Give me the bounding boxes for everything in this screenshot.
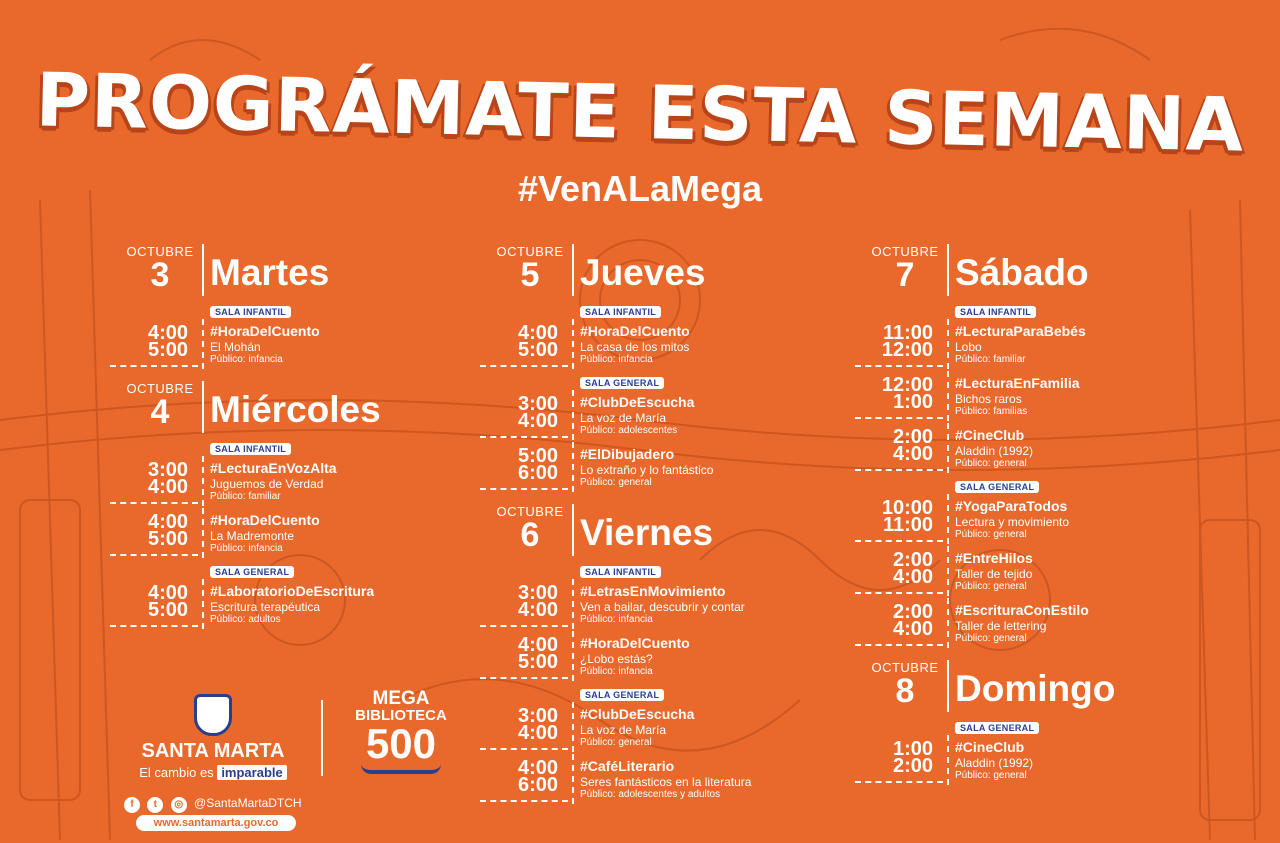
day-divider [202, 244, 204, 296]
event-times [480, 442, 568, 490]
event-audience: Público: familias [955, 406, 1028, 417]
event-audience: Público: infancia [580, 354, 653, 365]
event-divider [572, 319, 574, 369]
footer-divider [321, 700, 323, 776]
event-title: #CineClub [955, 739, 1025, 755]
event-title: #LecturaEnFamilia [955, 375, 1080, 391]
day-month: OCTUBRE [496, 244, 564, 259]
day-name: Domingo [955, 668, 1116, 709]
event-audience: Público: general [955, 581, 1027, 592]
day-number: 6 [520, 516, 540, 554]
event-start-time: 4:00 [517, 322, 558, 344]
sala-row [110, 437, 490, 456]
day-name: Miércoles [210, 389, 381, 430]
event-start-time: 1:00 [892, 738, 933, 760]
event-item [480, 442, 860, 494]
event-description: Lectura y movimiento [955, 515, 1070, 529]
event-divider [572, 631, 574, 681]
schedule-column-3 [855, 240, 1235, 793]
event-description: La Madremonte [210, 529, 295, 543]
event-title: #CineClub [955, 427, 1025, 443]
event-title: #LetrasEnMovimiento [580, 583, 726, 599]
event-start-time: 2:00 [892, 426, 933, 448]
sala-row [480, 560, 860, 579]
event-start-time: 12:00 [881, 374, 933, 396]
event-title: #HoraDelCuento [580, 323, 690, 339]
event-end-time: 5:00 [517, 339, 558, 361]
event-divider [947, 371, 949, 421]
mega-biblioteca-logo [346, 690, 456, 774]
event-audience: Público: general [955, 633, 1027, 644]
event-description: La voz de María [580, 411, 667, 425]
santa-marta-logo [128, 694, 298, 780]
event-item [855, 598, 1235, 650]
event-divider [572, 754, 574, 804]
event-start-time: 3:00 [517, 393, 558, 415]
event-description: La casa de los mitos [580, 340, 690, 354]
event-end-time: 4:00 [147, 476, 188, 498]
event-start-time: 11:00 [882, 322, 933, 344]
sala-badge: SALA GENERAL [955, 722, 1039, 734]
event-times [110, 456, 198, 504]
event-audience: Público: familiar [955, 354, 1026, 365]
facebook-icon[interactable]: f [124, 797, 140, 813]
event-item [110, 508, 490, 560]
event-end-time: 11:00 [882, 514, 933, 536]
event-item [480, 754, 860, 806]
event-end-time: 4:00 [517, 599, 558, 621]
event-times [110, 508, 198, 556]
event-item [855, 371, 1235, 423]
day-header [480, 500, 860, 560]
event-divider [947, 423, 949, 473]
event-item [855, 735, 1235, 787]
event-times [480, 702, 568, 750]
sala-badge: SALA INFANTIL [210, 306, 291, 318]
event-description: Lobo [955, 340, 982, 354]
event-item [110, 319, 490, 371]
santa-marta-shield-icon [194, 694, 232, 736]
sala-row [110, 300, 490, 319]
sala-row [480, 300, 860, 319]
day-header [110, 240, 490, 300]
event-audience: Público: infancia [580, 666, 653, 677]
event-description: El Mohán [210, 340, 261, 354]
event-start-time: 4:00 [147, 322, 188, 344]
day-name: Jueves [580, 252, 706, 293]
day-header [855, 656, 1235, 716]
mega-line-2: BIBLIOTECA [355, 707, 447, 724]
day-name: Viernes [580, 512, 714, 553]
day-divider [202, 381, 204, 433]
event-end-time: 2:00 [892, 755, 933, 777]
sala-badge: SALA INFANTIL [955, 306, 1036, 318]
event-end-time: 4:00 [517, 410, 558, 432]
event-description: Escritura terapéutica [210, 600, 321, 614]
day-header [110, 377, 490, 437]
event-end-time: 12:00 [881, 339, 933, 361]
event-divider [202, 456, 204, 506]
event-times [110, 579, 198, 627]
event-start-time: 2:00 [892, 549, 933, 571]
event-title: #CaféLiterario [580, 758, 675, 774]
event-audience: Público: general [580, 477, 652, 488]
event-end-time: 4:00 [892, 443, 933, 465]
event-start-time: 4:00 [517, 757, 558, 779]
tagline-text: El cambio es [139, 765, 214, 780]
sala-row [855, 300, 1235, 319]
event-description: La voz de María [580, 723, 667, 737]
event-times [855, 598, 943, 646]
event-divider [572, 390, 574, 440]
event-item [480, 319, 860, 371]
event-end-time: 6:00 [517, 462, 558, 484]
event-times [480, 319, 568, 367]
event-start-time: 3:00 [147, 459, 188, 481]
event-end-time: 5:00 [147, 339, 188, 361]
hashtag-subtitle: #VenALaMega [517, 168, 763, 209]
event-end-time: 1:00 [892, 391, 933, 413]
day-divider [947, 660, 949, 712]
day-month: OCTUBRE [496, 504, 564, 519]
event-divider [572, 579, 574, 629]
day-month: OCTUBRE [871, 660, 939, 675]
event-title: #HoraDelCuento [210, 323, 320, 339]
event-end-time: 5:00 [147, 528, 188, 550]
event-title: #ClubDeEscucha [580, 706, 695, 722]
website-link[interactable]: www.santamarta.gov.co [136, 815, 296, 831]
event-title: #ElDibujadero [580, 446, 675, 462]
event-times [855, 371, 943, 419]
event-divider [202, 579, 204, 629]
sala-row [855, 716, 1235, 735]
sala-row [480, 683, 860, 702]
event-title: #HoraDelCuento [210, 512, 320, 528]
event-audience: Público: adolescentes y adultos [580, 789, 721, 800]
day-month: OCTUBRE [126, 381, 194, 396]
event-divider [947, 546, 949, 596]
event-end-time: 5:00 [147, 599, 188, 621]
event-divider [202, 508, 204, 558]
event-audience: Público: general [955, 458, 1027, 469]
day-name: Sábado [955, 252, 1089, 293]
event-item [110, 579, 490, 631]
event-item [855, 494, 1235, 546]
tagline-badge: imparable [217, 765, 286, 780]
event-description: Taller de tejido [955, 567, 1033, 581]
sala-row [110, 560, 490, 579]
event-description: Taller de lettering [955, 619, 1047, 633]
event-title: #YogaParaTodos [955, 498, 1068, 514]
social-handle[interactable]: @SantaMartaDTCH [194, 796, 302, 810]
event-audience: Público: general [955, 529, 1027, 540]
event-title: #ClubDeEscucha [580, 394, 695, 410]
event-times [480, 754, 568, 802]
event-start-time: 5:00 [517, 445, 558, 467]
event-title: #EscrituraConEstilo [955, 602, 1089, 618]
event-divider [947, 735, 949, 785]
mega-line-1: MEGA [372, 688, 430, 709]
day-divider [572, 504, 574, 556]
event-description: Bichos raros [955, 392, 1022, 406]
event-end-time: 5:00 [517, 651, 558, 673]
event-divider [947, 319, 949, 369]
day-number: 3 [150, 256, 170, 294]
day-divider [572, 244, 574, 296]
event-start-time: 3:00 [517, 582, 558, 604]
event-audience: Público: adultos [210, 614, 281, 625]
event-end-time: 4:00 [892, 618, 933, 640]
event-audience: Público: familiar [210, 491, 281, 502]
day-header [480, 240, 860, 300]
event-title: #LaboratorioDeEscritura [210, 583, 375, 599]
event-times [855, 423, 943, 471]
day-divider [947, 244, 949, 296]
event-item [480, 631, 860, 683]
day-number: 5 [520, 256, 540, 294]
event-end-time: 4:00 [892, 566, 933, 588]
day-number: 7 [895, 256, 915, 294]
sala-badge: SALA GENERAL [580, 377, 664, 389]
event-title: #HoraDelCuento [580, 635, 690, 651]
sala-badge: SALA INFANTIL [580, 306, 661, 318]
day-month: OCTUBRE [871, 244, 939, 259]
schedule-column-1 [110, 240, 490, 637]
event-item [855, 423, 1235, 475]
city-tagline [128, 765, 298, 780]
sala-badge: SALA GENERAL [580, 689, 664, 701]
schedule-column-2 [480, 240, 860, 812]
event-description: Seres fantásticos en la literatura [580, 775, 752, 789]
event-description: Ven a bailar, descubrir y contar [580, 600, 745, 614]
event-audience: Público: infancia [210, 543, 283, 554]
event-audience: Público: adolescentes [580, 425, 678, 436]
event-item [855, 546, 1235, 598]
event-start-time: 4:00 [517, 634, 558, 656]
event-end-time: 4:00 [517, 722, 558, 744]
event-start-time: 3:00 [517, 705, 558, 727]
event-times [855, 546, 943, 594]
day-number: 4 [150, 393, 170, 431]
day-number: 8 [895, 672, 915, 710]
event-item [855, 319, 1235, 371]
event-end-time: 6:00 [517, 774, 558, 796]
event-start-time: 2:00 [892, 601, 933, 623]
event-divider [202, 319, 204, 369]
event-audience: Público: general [580, 737, 652, 748]
event-times [110, 319, 198, 367]
event-description: Aladdin (1992) [955, 444, 1034, 458]
day-month: OCTUBRE [126, 244, 194, 259]
event-times [855, 735, 943, 783]
event-start-time: 4:00 [147, 511, 188, 533]
page-title: PROGRÁMATE ESTA SEMANA [34, 57, 1246, 169]
social-links [124, 796, 302, 813]
mega-line-3: 500 [365, 720, 437, 767]
day-spacer [110, 631, 490, 637]
event-item [480, 579, 860, 631]
event-description: Lo extraño y lo fantástico [580, 463, 714, 477]
day-spacer [855, 787, 1235, 793]
event-description: ¿Lobo estás? [580, 652, 653, 666]
event-start-time: 10:00 [881, 497, 933, 519]
event-title: #LecturaParaBebés [955, 323, 1086, 339]
event-title: #EntreHilos [955, 550, 1033, 566]
event-item [480, 702, 860, 754]
sala-badge: SALA GENERAL [955, 481, 1039, 493]
sala-badge: SALA GENERAL [210, 566, 294, 578]
sala-row [855, 475, 1235, 494]
event-item [110, 456, 490, 508]
event-times [855, 494, 943, 542]
event-times [855, 319, 943, 367]
instagram-icon[interactable]: ◎ [171, 797, 187, 813]
twitter-icon[interactable]: t [147, 797, 163, 813]
event-start-time: 4:00 [147, 582, 188, 604]
sala-row [480, 371, 860, 390]
event-audience: Público: infancia [580, 614, 653, 625]
event-audience: Público: general [955, 770, 1027, 781]
event-item [480, 390, 860, 442]
event-title: #LecturaEnVozAlta [210, 460, 337, 476]
city-name: SANTA MARTA [141, 740, 285, 762]
event-divider [572, 702, 574, 752]
event-times [480, 631, 568, 679]
day-name: Martes [210, 252, 330, 293]
day-header [855, 240, 1235, 300]
event-divider [947, 598, 949, 648]
event-divider [947, 494, 949, 544]
event-times [480, 390, 568, 438]
sala-badge: SALA INFANTIL [580, 566, 661, 578]
sala-badge: SALA INFANTIL [210, 443, 291, 455]
event-description: Aladdin (1992) [955, 756, 1034, 770]
day-spacer [480, 806, 860, 812]
event-divider [572, 442, 574, 492]
event-audience: Público: infancia [210, 354, 283, 365]
event-times [480, 579, 568, 627]
event-description: Juguemos de Verdad [210, 477, 324, 491]
